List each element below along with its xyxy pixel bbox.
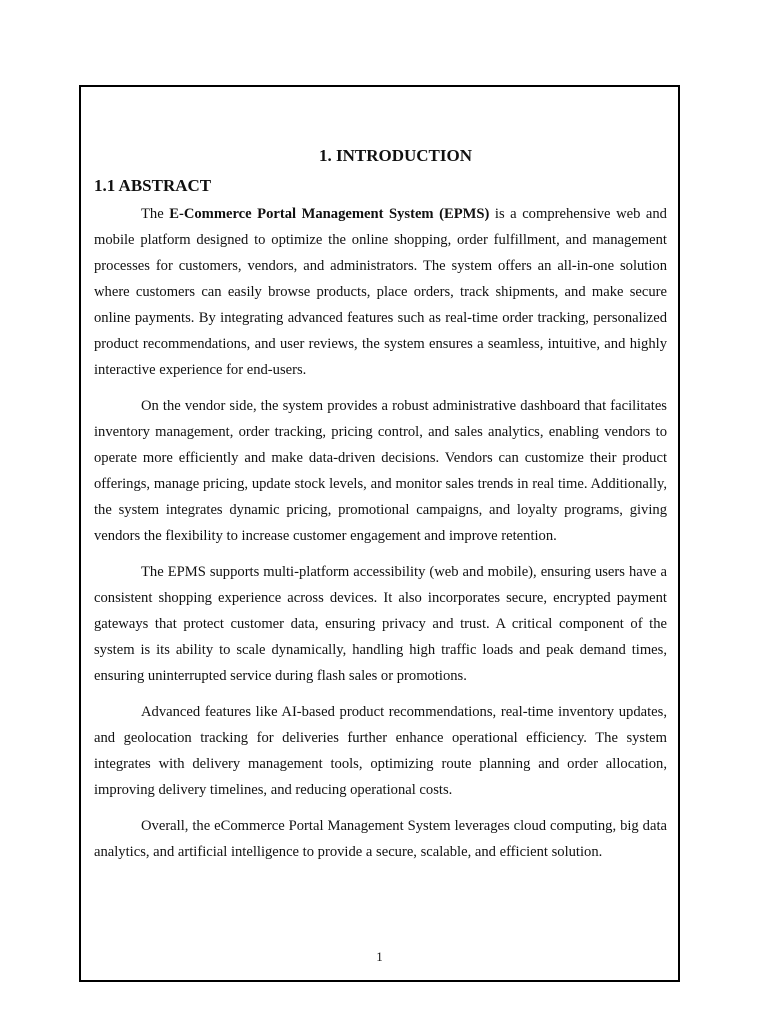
abstract-paragraph-5: Overall, the eCommerce Portal Management System leverages cloud computing, big data analytics, and artificial intelligence to provide a secure, scalable, and efficient solution. <box>94 818 667 860</box>
abstract-paragraph-1 <box>94 201 667 383</box>
chapter-title: 1. INTRODUCTION <box>318 146 473 165</box>
abstract-paragraph-3: The EPMS supports multi-platform accessibility (web and mobile), ensuring users have a consistent shopping experience across devices. It also incorporates secure, encrypted payment gateways that protect customer data, ensuring privacy and trust. A critical component of the system is its ability to scale dynamically, handling high traffic loads and peak demand times, ensuring uninterrupted service during flash sales or promotions. <box>94 564 667 684</box>
paragraph-1-body: is a comprehensive web and mobile platform designed to optimize the online shopping, order fulfillment, and management processes for customers, vendors, and administrators. The system offers an all-in-one solution where customers can easily browse products, place orders, track shipments, and make secure online payments. By integrating advanced features such as real-time order tracking, personalized product recommendations, and user reviews, the system ensures a seamless, intuitive, and highly interactive experience for end-users. <box>94 206 667 378</box>
page-border <box>79 85 680 982</box>
system-name-bold: E-Commerce Portal Management System (EPMS) <box>169 206 490 222</box>
paragraph-1-lead: The <box>141 206 170 222</box>
page-number: 1 <box>376 949 383 964</box>
abstract-paragraph-4: Advanced features like AI-based product recommendations, real-time inventory updates, and geolocation tracking for deliveries further enhance operational efficiency. The system integrates with delivery management tools, optimizing route planning and order allocation, improving delivery timelines, and reducing operational costs. <box>94 704 667 798</box>
abstract-paragraph-2: On the vendor side, the system provides a robust administrative dashboard that facilitates inventory management, order tracking, pricing control, and sales analytics, enabling vendors to operate more efficiently and make data-driven decisions. Vendors can customize their product offerings, manage pricing, update stock levels, and monitor sales trends in real time. Additionally, the system integrates dynamic pricing, promotional campaigns, and loyalty programs, giving vendors the flexibility to increase customer engagement and improve retention. <box>94 398 667 544</box>
page-content <box>94 145 667 875</box>
section-title: 1.1 ABSTRACT <box>94 176 212 195</box>
